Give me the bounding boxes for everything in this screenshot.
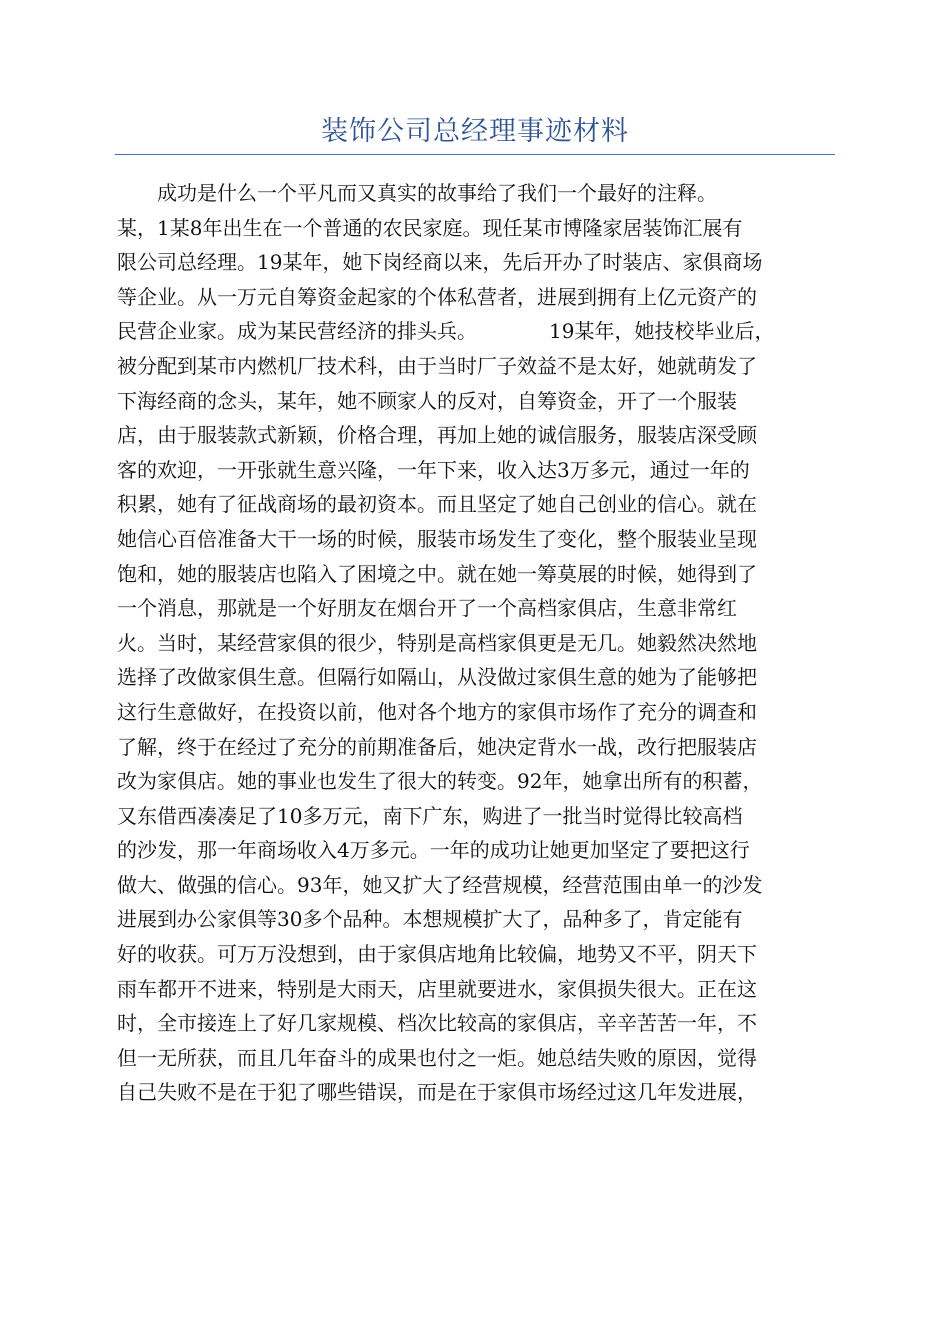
body-line: 进展到办公家俱等30多个品种。本想规模扩大了，品种多了，肯定能有 xyxy=(117,907,743,932)
body-line: 饱和，她的服装店也陷入了困境之中。就在她一筹莫展的时候，她得到了 xyxy=(117,561,757,586)
body-line-segment: 19某年，她技校毕业后， xyxy=(549,319,775,344)
body-line: 雨车都开不进来，特别是大雨天，店里就要进水，家俱损失很大。正在这 xyxy=(117,976,757,1001)
body-line: 改为家俱店。她的事业也发生了很大的转变。92年，她拿出所有的积蓄， xyxy=(117,769,763,794)
body-line: 这行生意做好，在投资以前，他对各个地方的家俱市场作了充分的调查和 xyxy=(117,699,757,724)
body-line: 客的欢迎，一开张就生意兴隆，一年下来，收入达3万多元，通过一年的 xyxy=(117,457,750,482)
body-line: 自己失败不是在于犯了哪些错误，而是在于家俱市场经过这几年发进展， xyxy=(117,1080,757,1105)
body-line: 但一无所获，而且几年奋斗的成果也付之一炬。她总结失败的原因，觉得 xyxy=(117,1045,757,1070)
body-line-segment: 民营企业家。成为某民营经济的排头兵。 xyxy=(117,319,477,344)
body-line: 积累，她有了征战商场的最初资本。而且坚定了她自己创业的信心。就在 xyxy=(117,492,757,517)
title-underline xyxy=(115,154,835,155)
body-line: 了解，终于在经过了充分的前期准备后，她决定背水一战，改行把服装店 xyxy=(117,734,757,759)
document-title: 装饰公司总经理事迹材料 xyxy=(321,116,629,147)
body-line: 好的收获。可万万没想到，由于家俱店地角比较偏，地势又不平，阴天下 xyxy=(117,942,757,967)
body-line: 成功是什么一个平凡而又真实的故事给了我们一个最好的注释。 xyxy=(157,181,717,205)
body-line: 某，1某8年出生在一个普通的农民家庭。现任某市博隆家居装饰汇展有 xyxy=(117,215,743,240)
body-line: 一个消息，那就是一个好朋友在烟台开了一个高档家俱店，生意非常红 xyxy=(117,596,737,621)
body-line: 又东借西凑凑足了10多万元，南下广东，购进了一批当时觉得比较高档 xyxy=(117,803,743,828)
document-body xyxy=(117,176,837,1110)
body-line: 选择了改做家俱生意。但隔行如隔山，从没做过家俱生意的她为了能够把 xyxy=(117,665,757,690)
body-line: 的沙发，那一年商场收入4万多元。一年的成功让她更加坚定了要把这行 xyxy=(117,838,750,863)
body-line-composite xyxy=(117,314,837,349)
body-line: 等企业。从一万元自筹资金起家的个体私营者，进展到拥有上亿元资产的 xyxy=(117,284,757,309)
body-line: 店，由于服装款式新颖，价格合理，再加上她的诚信服务，服装店深受顾 xyxy=(117,423,757,448)
body-line: 火。当时，某经营家俱的很少，特别是高档家俱更是无几。她毅然决然地 xyxy=(117,630,757,655)
body-line: 时，全市接连上了好几家规模、档次比较高的家俱店，辛辛苦苦一年，不 xyxy=(117,1011,757,1036)
body-line: 做大、做强的信心。93年，她又扩大了经营规模，经营范围由单一的沙发 xyxy=(117,872,763,897)
body-line: 被分配到某市内燃机厂技术科，由于当时厂子效益不是太好，她就萌发了 xyxy=(117,353,757,378)
body-line: 限公司总经理。19某年，她下岗经商以来，先后开办了时装店、家俱商场 xyxy=(117,250,763,275)
body-line: 下海经商的念头，某年，她不顾家人的反对，自筹资金，开了一个服装 xyxy=(117,388,737,413)
body-line: 她信心百倍准备大干一场的时候，服装市场发生了变化，整个服装业呈现 xyxy=(117,526,757,551)
